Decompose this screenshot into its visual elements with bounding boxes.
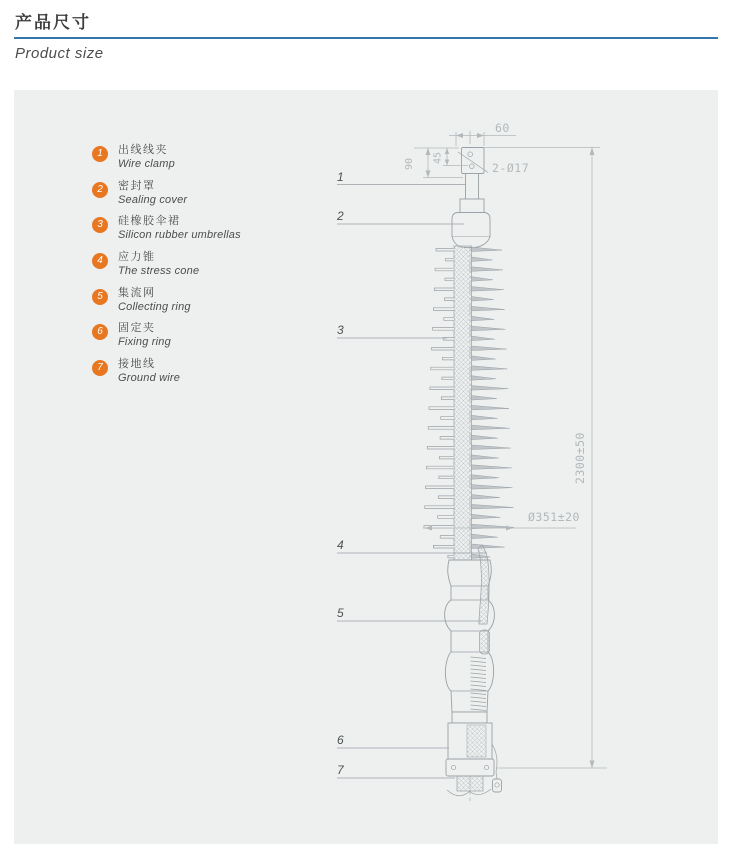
callout-1: 1 [337,170,344,184]
technical-drawing [330,118,670,810]
legend-item [92,322,332,358]
insulator-core [454,246,472,562]
callout-3: 3 [337,323,344,337]
callout-7: 7 [337,763,344,777]
part-name-zh: 固定夹 [118,322,156,335]
page-subtitle: Product size [15,45,104,62]
legend-item [92,287,332,323]
dim-max-diameter: Ø351±20 [528,510,580,524]
part-number-badge: 6 [92,324,108,340]
part-name-en: Sealing cover [118,193,188,206]
callout-5: 5 [337,606,344,620]
part-name-zh: 接地线 [118,358,156,371]
part-name-zh: 密封罩 [118,179,156,192]
legend-item [92,144,332,180]
part-number-badge: 3 [92,217,108,233]
clamp-stem [466,174,479,200]
part-number-badge: 4 [92,253,108,269]
title-divider [14,37,718,39]
part-name-en: Ground wire [118,372,181,385]
body-tube [452,712,487,723]
legend-item [92,215,332,251]
page-title: 产品尺寸 [15,13,91,32]
part-name-en: The stress cone [118,265,200,278]
cable-end [457,776,483,791]
legend-item [92,358,332,394]
callout-4: 4 [337,538,344,552]
part-name-zh: 集流网 [118,286,156,299]
part-number-badge: 1 [92,146,108,162]
part-name-en: Fixing ring [118,336,171,349]
ground-lug [493,779,502,792]
callout-2: 2 [337,209,344,223]
part-name-zh: 应力锥 [118,251,156,264]
legend-item [92,180,332,216]
parts-legend [92,144,332,394]
part-name-zh: 出线线夹 [118,144,168,156]
sealing-cover [452,213,490,237]
stem-collar [460,199,484,213]
fixing-clamp [446,759,494,776]
dim-holes: 2-Ø17 [492,161,530,175]
wire-clamp-plate [462,148,485,174]
legend-item [92,251,332,287]
dim-clamp-height: 90 [404,157,415,171]
part-name-en: Silicon rubber umbrellas [118,229,241,242]
collecting-band [480,630,490,654]
part-name-en: Wire clamp [118,158,175,170]
part-number-badge: 2 [92,182,108,198]
body-block-hatch [467,725,486,757]
callout-6: 6 [337,733,344,747]
part-name-en: Collecting ring [118,300,191,313]
dim-hole-offset: 45 [432,151,444,165]
part-number-badge: 7 [92,360,108,376]
dim-clamp-width: 60 [495,121,510,135]
part-name-zh: 硅橡胶伞裙 [118,215,181,228]
dim-total-length: 2300±50 [573,432,587,484]
part-number-badge: 5 [92,289,108,305]
